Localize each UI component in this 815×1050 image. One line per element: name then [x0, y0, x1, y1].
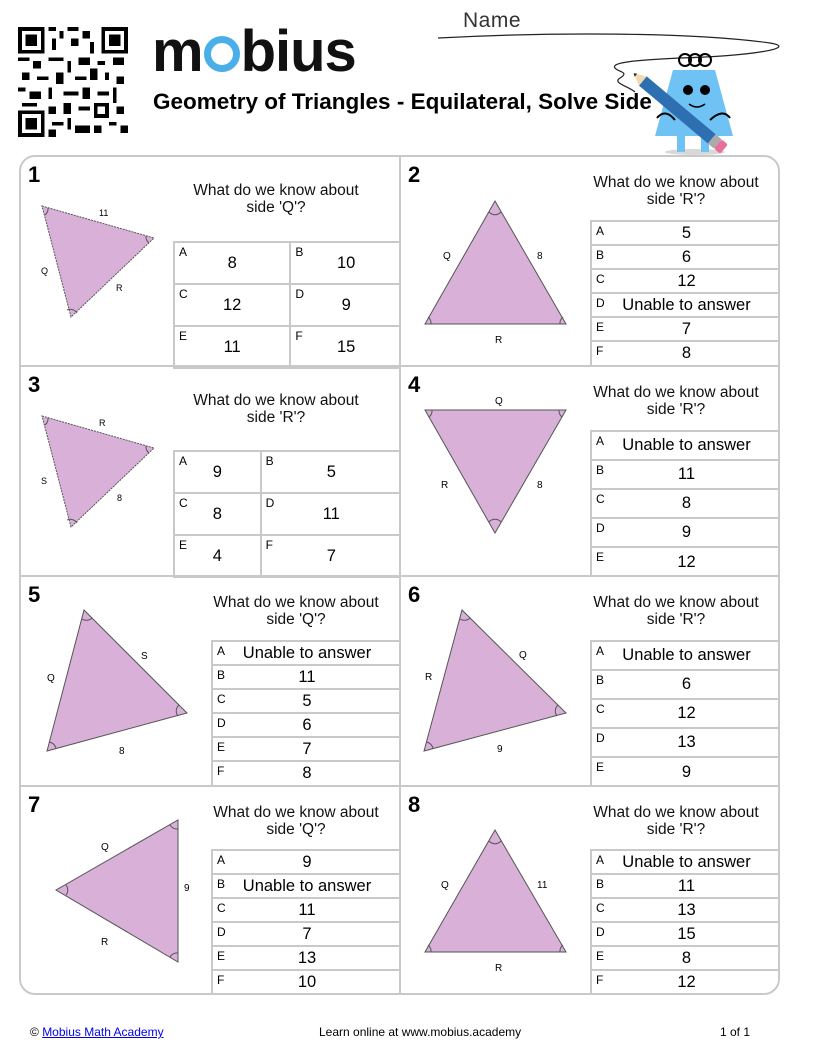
svg-text:R: R [495, 335, 503, 346]
svg-text:Q: Q [443, 251, 451, 262]
question-card-6 [401, 577, 780, 787]
question-number: 6 [408, 582, 421, 607]
option-f[interactable]: F 10 [212, 970, 401, 994]
svg-text:Q: Q [519, 650, 527, 661]
mobius-logo: m bius [152, 19, 356, 84]
answer-options [590, 640, 780, 786]
mascot-icon [615, 48, 745, 158]
questions-grid [19, 155, 780, 995]
svg-text:R: R [101, 937, 109, 948]
question-number: 3 [28, 372, 41, 397]
svg-text:R: R [425, 672, 433, 683]
svg-text:R: R [99, 418, 106, 428]
question-card-1 [21, 157, 401, 367]
option-c[interactable]: C 12 [591, 699, 780, 728]
option-f[interactable]: F 15 [290, 326, 401, 368]
footer-copyright [30, 1025, 164, 1039]
question-card-5 [21, 577, 401, 787]
option-e[interactable]: E 12 [591, 547, 780, 576]
question-number: 4 [408, 372, 421, 397]
option-a[interactable]: A 9 [212, 850, 401, 874]
option-e[interactable]: E 13 [212, 946, 401, 970]
mobius-academy-link[interactable]: Mobius Math Academy [42, 1025, 164, 1039]
question-text: What do we know about side 'R'? [193, 392, 359, 426]
option-d[interactable]: D Unable to answer [591, 293, 780, 317]
triangle-diagram [21, 787, 221, 995]
option-a[interactable]: A Unable to answer [591, 431, 780, 460]
svg-text:9: 9 [184, 883, 190, 894]
option-d[interactable]: D 7 [212, 922, 401, 946]
option-f[interactable]: F 8 [591, 341, 780, 365]
question-card-4 [401, 367, 780, 577]
option-f[interactable]: F 7 [261, 535, 401, 577]
question-card-2 [401, 157, 780, 367]
option-c[interactable]: C 12 [591, 269, 780, 293]
question-card-8 [401, 787, 780, 995]
answer-options [590, 849, 780, 994]
option-c[interactable]: C 12 [174, 284, 290, 326]
question-text: What do we know about side 'R'? [593, 804, 759, 838]
answer-options [590, 430, 780, 576]
svg-text:S: S [41, 476, 48, 486]
svg-text:8: 8 [537, 251, 543, 262]
option-c[interactable]: C 8 [591, 489, 780, 518]
option-a[interactable]: A Unable to answer [591, 850, 780, 874]
option-e[interactable]: E 4 [174, 535, 261, 577]
svg-text:Q: Q [47, 673, 55, 684]
option-e[interactable]: E 9 [591, 757, 780, 786]
question-text: What do we know about side 'Q'? [193, 182, 359, 216]
question-text: What do we know about side 'R'? [593, 384, 759, 418]
option-b[interactable]: B 11 [591, 460, 780, 489]
triangle-diagram [401, 367, 591, 577]
answer-options [211, 640, 401, 785]
svg-text:R: R [441, 480, 449, 491]
option-d[interactable]: D 11 [261, 493, 401, 535]
svg-text:S: S [141, 651, 148, 662]
option-d[interactable]: D 13 [591, 728, 780, 757]
svg-text:R: R [495, 963, 503, 974]
svg-text:8: 8 [119, 746, 125, 757]
question-text: What do we know about side 'Q'? [213, 804, 379, 838]
question-text: What do we know about side 'R'? [593, 174, 759, 208]
question-number: 5 [28, 582, 41, 607]
svg-text:R: R [116, 283, 123, 293]
option-b[interactable]: B 6 [591, 670, 780, 699]
option-b[interactable]: B 11 [212, 665, 401, 689]
option-a[interactable]: A Unable to answer [591, 641, 780, 670]
option-c[interactable]: C 8 [174, 493, 261, 535]
option-f[interactable]: F 12 [591, 970, 780, 994]
worksheet-title: Geometry of Triangles - Equilateral, Solve Side [153, 89, 652, 114]
option-d[interactable]: D 9 [290, 284, 401, 326]
triangle-diagram [401, 577, 591, 787]
option-d[interactable]: D 9 [591, 518, 780, 547]
svg-text:8: 8 [537, 480, 543, 491]
name-label: Name [463, 9, 522, 32]
svg-text:11: 11 [537, 880, 548, 891]
option-c[interactable]: C 13 [591, 898, 780, 922]
question-card-3 [21, 367, 401, 577]
svg-text:8: 8 [117, 493, 123, 503]
option-f[interactable]: F 8 [212, 761, 401, 785]
option-c[interactable]: C 11 [212, 898, 401, 922]
triangle-diagram [21, 577, 221, 787]
answer-options [173, 450, 401, 578]
qr-code-icon [17, 27, 129, 137]
question-card-7 [21, 787, 401, 995]
option-b[interactable]: B 11 [591, 874, 780, 898]
question-text: What do we know about side 'Q'? [213, 594, 379, 628]
svg-text:9: 9 [497, 744, 503, 755]
question-number: 2 [408, 162, 421, 187]
option-b[interactable]: B Unable to answer [212, 874, 401, 898]
option-d[interactable]: D 6 [212, 713, 401, 737]
triangle-diagram [401, 787, 591, 995]
svg-text:Q: Q [41, 266, 49, 276]
option-a[interactable]: A 8 [174, 242, 290, 284]
answer-options [173, 241, 401, 369]
answer-options [211, 849, 401, 994]
triangle-diagram [401, 157, 591, 367]
svg-text:11: 11 [99, 208, 109, 218]
svg-text:Q: Q [441, 880, 449, 891]
option-a[interactable]: A Unable to answer [212, 641, 401, 665]
option-a[interactable]: A 9 [174, 451, 261, 493]
option-a[interactable]: A 5 [591, 221, 780, 245]
svg-text:Q: Q [495, 396, 503, 407]
option-e[interactable]: E 7 [212, 737, 401, 761]
svg-text:Q: Q [101, 842, 109, 853]
answer-options [590, 220, 780, 365]
option-e[interactable]: E 7 [591, 317, 780, 341]
option-b[interactable]: B 6 [591, 245, 780, 269]
option-e[interactable]: E 8 [591, 946, 780, 970]
footer-learn-online: Learn online at www.mobius.academy [319, 1025, 522, 1039]
option-e[interactable]: E 11 [174, 326, 290, 368]
option-b[interactable]: B 10 [290, 242, 401, 284]
option-d[interactable]: D 15 [591, 922, 780, 946]
page-number: 1 of 1 [720, 1025, 751, 1039]
question-text: What do we know about side 'R'? [593, 594, 759, 628]
question-number: 8 [408, 792, 421, 817]
option-b[interactable]: B 5 [261, 451, 401, 493]
question-number: 7 [28, 792, 41, 817]
copyright-symbol: © [30, 1025, 39, 1039]
logo-o-icon [204, 36, 240, 72]
question-number: 1 [28, 162, 41, 187]
option-c[interactable]: C 5 [212, 689, 401, 713]
